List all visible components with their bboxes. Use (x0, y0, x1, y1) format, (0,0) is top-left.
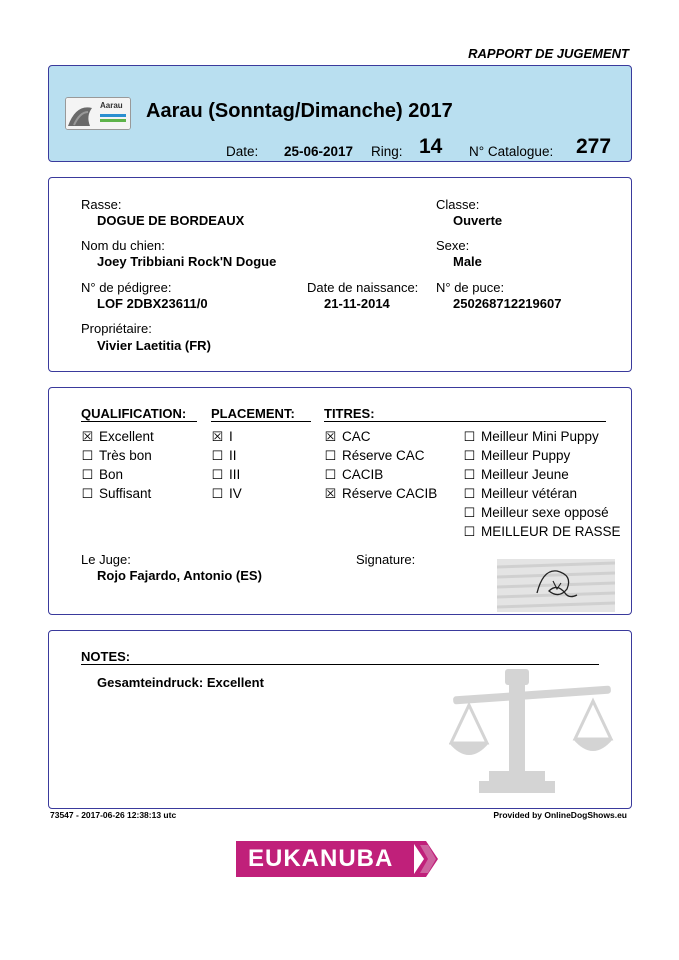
report-title: RAPPORT DE JUGEMENT (468, 46, 629, 61)
title-meilleur-mini-puppy[interactable]: ☐ Meilleur Mini Puppy (463, 429, 599, 444)
sex-value: Male (453, 254, 482, 269)
notes-title: NOTES: (81, 649, 131, 664)
checkbox-icon: ☐ (211, 486, 224, 501)
qualification-rule (81, 421, 197, 422)
placement-2[interactable]: ☐ II (211, 448, 237, 463)
titles-title: TITRES: (324, 406, 375, 421)
footer-timestamp: 73547 - 2017-06-26 12:38:13 utc (50, 810, 177, 820)
ring-value: 14 (419, 135, 443, 158)
pedigree-value: LOF 2DBX23611/0 (97, 296, 208, 311)
catalogue-value: 277 (576, 135, 612, 158)
eukanuba-text: EUKANUBA (248, 845, 394, 872)
scales-icon (449, 669, 615, 795)
title-meilleur-sexe-oppose[interactable]: ☐ Meilleur sexe opposé (463, 505, 609, 520)
signature-image (497, 559, 615, 612)
placement-3[interactable]: ☐ III (211, 467, 241, 482)
class-value: Ouverte (453, 213, 503, 228)
checkbox-icon: ☐ (211, 467, 224, 482)
breed-label: Rasse: (81, 197, 122, 212)
chip-label: N° de puce: (436, 280, 505, 295)
checkbox-checked-icon: ☒ (81, 429, 94, 444)
date-label: Date: (226, 144, 259, 159)
name-label: Nom du chien: (81, 238, 165, 253)
checkbox-icon: ☐ (463, 524, 476, 539)
checkbox-checked-icon: ☒ (211, 429, 224, 444)
sex-label: Sexe: (436, 238, 470, 253)
event-logo (65, 97, 131, 130)
owner-label: Propriétaire: (81, 321, 152, 336)
birth-label: Date de naissance: (307, 280, 419, 295)
checkbox-icon: ☐ (81, 467, 94, 482)
footer-provider: Provided by OnlineDogShows.eu (493, 810, 627, 820)
qualification-tres-bon[interactable]: ☐ Très bon (81, 448, 152, 463)
title-meilleur-puppy[interactable]: ☐ Meilleur Puppy (463, 448, 571, 463)
qualification-title: QUALIFICATION: (81, 406, 187, 421)
placement-1[interactable]: ☒ I (211, 429, 233, 444)
qualification-suffisant[interactable]: ☐ Suffisant (81, 486, 152, 501)
judge-label: Le Juge: (81, 552, 131, 567)
dog-info-box (48, 177, 632, 372)
checkbox-icon: ☐ (463, 467, 476, 482)
checkbox-icon: ☐ (211, 448, 224, 463)
checkbox-icon: ☐ (463, 448, 476, 463)
catalogue-label: N° Catalogue: (469, 144, 554, 159)
notes-text: Gesamteindruck: Excellent (97, 675, 264, 690)
notes-box (48, 630, 632, 809)
title-cacib[interactable]: ☐ CACIB (324, 467, 384, 482)
title-meilleur-jeune[interactable]: ☐ Meilleur Jeune (463, 467, 569, 482)
checkbox-checked-icon: ☒ (324, 429, 337, 444)
name-value: Joey Tribbiani Rock'N Dogue (97, 254, 277, 269)
event-title: Aarau (Sonntag/Dimanche) 2017 (146, 100, 453, 122)
checkbox-icon: ☐ (463, 486, 476, 501)
placement-title: PLACEMENT: (211, 406, 295, 421)
checkbox-icon: ☐ (463, 505, 476, 520)
results-box (48, 387, 632, 615)
title-reserve-cacib[interactable]: ☒ Réserve CACIB (324, 486, 438, 501)
date-value: 25-06-2017 (284, 144, 354, 159)
checkbox-icon: ☐ (81, 486, 94, 501)
title-meilleur-veteran[interactable]: ☐ Meilleur vétéran (463, 486, 578, 501)
titles-rule (324, 421, 606, 422)
ring-label: Ring: (371, 144, 403, 159)
title-reserve-cac[interactable]: ☐ Réserve CAC (324, 448, 425, 463)
pedigree-label: N° de pédigree: (81, 280, 172, 295)
title-meilleur-de-rasse[interactable]: ☐ MEILLEUR DE RASSE (463, 524, 621, 539)
breed-value: DOGUE DE BORDEAUX (97, 213, 245, 228)
signature-label: Signature: (356, 552, 416, 567)
qualification-bon[interactable]: ☐ Bon (81, 467, 124, 482)
checkbox-icon: ☐ (463, 429, 476, 444)
checkbox-icon: ☐ (324, 448, 337, 463)
event-header (48, 65, 632, 162)
logo-text: Aarau (100, 101, 123, 110)
checkbox-icon: ☐ (324, 467, 337, 482)
placement-4[interactable]: ☐ IV (211, 486, 242, 501)
owner-value: Vivier Laetitia (FR) (97, 338, 211, 353)
title-cac[interactable]: ☒ CAC (324, 429, 371, 444)
notes-rule (81, 664, 599, 665)
chip-value: 250268712219607 (453, 296, 562, 311)
checkbox-checked-icon: ☒ (324, 486, 337, 501)
birth-value: 21-11-2014 (324, 296, 390, 311)
class-label: Classe: (436, 197, 480, 212)
placement-rule (211, 421, 311, 422)
checkbox-icon: ☐ (81, 448, 94, 463)
eukanuba-logo (236, 841, 442, 877)
qualification-excellent[interactable]: ☒ Excellent (81, 429, 154, 444)
judge-value: Rojo Fajardo, Antonio (ES) (97, 568, 262, 583)
